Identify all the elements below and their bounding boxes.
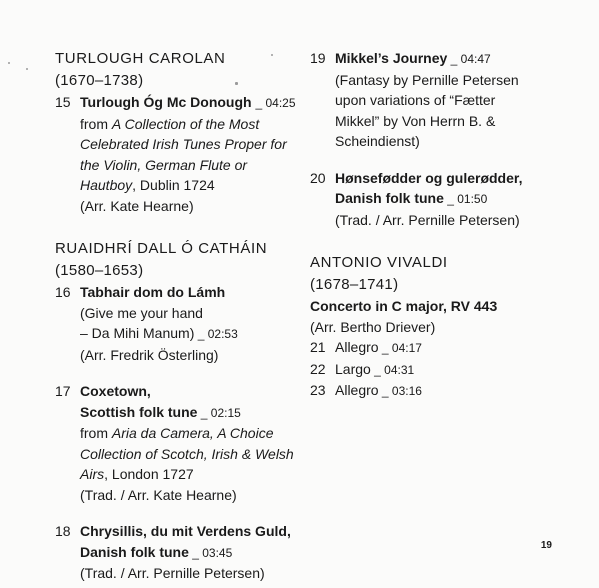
- track-duration: _ 02:53: [194, 327, 238, 341]
- movement-title: Allegro: [335, 339, 379, 355]
- right-column: [310, 48, 580, 402]
- from-label: from: [80, 115, 108, 132]
- track-subtitle: – Da Mihi Manum): [80, 325, 195, 341]
- track-duration: _ 04:17: [378, 341, 422, 355]
- work-title: Concerto in C major, RV 443: [310, 298, 498, 314]
- source-title: Celebrated Irish Tunes Proper for: [80, 136, 287, 152]
- track-title: Danish folk tune: [80, 543, 189, 560]
- track-subtitle: (Give me your hand: [80, 304, 203, 321]
- source-title: Hautboy: [80, 177, 133, 193]
- track-number: 16: [55, 284, 71, 300]
- track-note: Mikkel” by Von Herrn B. &: [335, 112, 496, 129]
- movement-row: [310, 380, 580, 402]
- arranger: (Trad. / Arr. Pernille Petersen): [80, 565, 265, 581]
- from-label: from: [80, 425, 108, 441]
- track-number: 22: [310, 360, 326, 377]
- movement-row: [310, 359, 580, 381]
- source-place: , London 1727: [104, 466, 194, 482]
- arranger: (Arr. Bertho Driever): [310, 318, 436, 335]
- track-note: (Fantasy by Pernille Petersen: [335, 71, 519, 88]
- composer-dates: (1580–1653): [55, 262, 144, 279]
- source-title: the Violin, German Flute or: [80, 156, 248, 173]
- composer-name: RUAIDHRÍ DALL Ó CATHÁIN: [55, 240, 268, 257]
- track-title: Scottish folk tune: [80, 403, 198, 420]
- page-number: 19: [540, 540, 552, 551]
- track-18: [55, 521, 305, 584]
- track-note: Scheindienst): [335, 133, 420, 149]
- source-title: A Collection of the Most: [111, 115, 260, 132]
- track-title: Chrysillis, du mit Verdens Guld,: [80, 523, 291, 539]
- track-number: 20: [310, 169, 326, 186]
- scan-speck: [26, 68, 28, 70]
- track-number: 15: [55, 94, 71, 110]
- source-place: , Dublin 1724: [132, 177, 215, 193]
- track-note: upon variations of “Fætter: [335, 92, 496, 108]
- track-number: 18: [55, 523, 71, 539]
- track-number: 23: [310, 382, 326, 398]
- composer-name: ANTONIO VIVALDI: [310, 254, 448, 271]
- composer-name: TURLOUGH CAROLAN: [55, 50, 226, 67]
- arranger: (Arr. Kate Hearne): [80, 197, 194, 214]
- movement-title: Largo: [335, 360, 371, 377]
- track-number: 19: [310, 50, 326, 66]
- track-title: Coxetown,: [80, 383, 151, 399]
- track-title: Mikkel’s Journey: [335, 50, 448, 66]
- track-duration: _ 02:15: [197, 405, 241, 420]
- source-title: Airs: [80, 466, 105, 482]
- movement-row: [310, 337, 580, 359]
- arranger: (Trad. / Arr. Pernille Petersen): [335, 211, 520, 228]
- track-19: [310, 48, 580, 152]
- track-duration: _ 01:50: [443, 192, 488, 206]
- track-number: 17: [55, 383, 71, 399]
- track-duration: _ 04:47: [447, 52, 491, 66]
- track-title: Danish folk tune: [335, 190, 444, 206]
- track-16: [55, 282, 305, 365]
- track-duration: _ 04:31: [370, 362, 415, 377]
- movement-title: Allegro: [335, 382, 379, 398]
- track-number: 21: [310, 339, 326, 355]
- arranger: (Trad. / Arr. Kate Hearne): [80, 486, 237, 503]
- composer-dates: (1670–1738): [55, 72, 144, 89]
- track-20: [310, 168, 580, 231]
- track-duration: _ 03:16: [378, 384, 422, 398]
- track-17: [55, 381, 305, 505]
- left-column: [55, 48, 305, 584]
- track-title: Hønsefødder og gulerødder,: [335, 169, 523, 186]
- composer-dates: (1678–1741): [310, 276, 399, 293]
- track-duration: _ 03:45: [188, 545, 233, 560]
- track-15: [55, 92, 305, 216]
- source-title: Aria da Camera, A Choice: [111, 425, 274, 441]
- source-title: Collection of Scotch, Irish & Welsh: [80, 445, 294, 462]
- scan-speck: [8, 62, 10, 64]
- track-title: Turlough Óg Mc Donough: [80, 94, 252, 110]
- track-title: Tabhair dom do Lámh: [80, 284, 226, 300]
- arranger: (Arr. Fredrik Österling): [80, 346, 219, 363]
- track-duration: _ 04:25: [255, 96, 296, 110]
